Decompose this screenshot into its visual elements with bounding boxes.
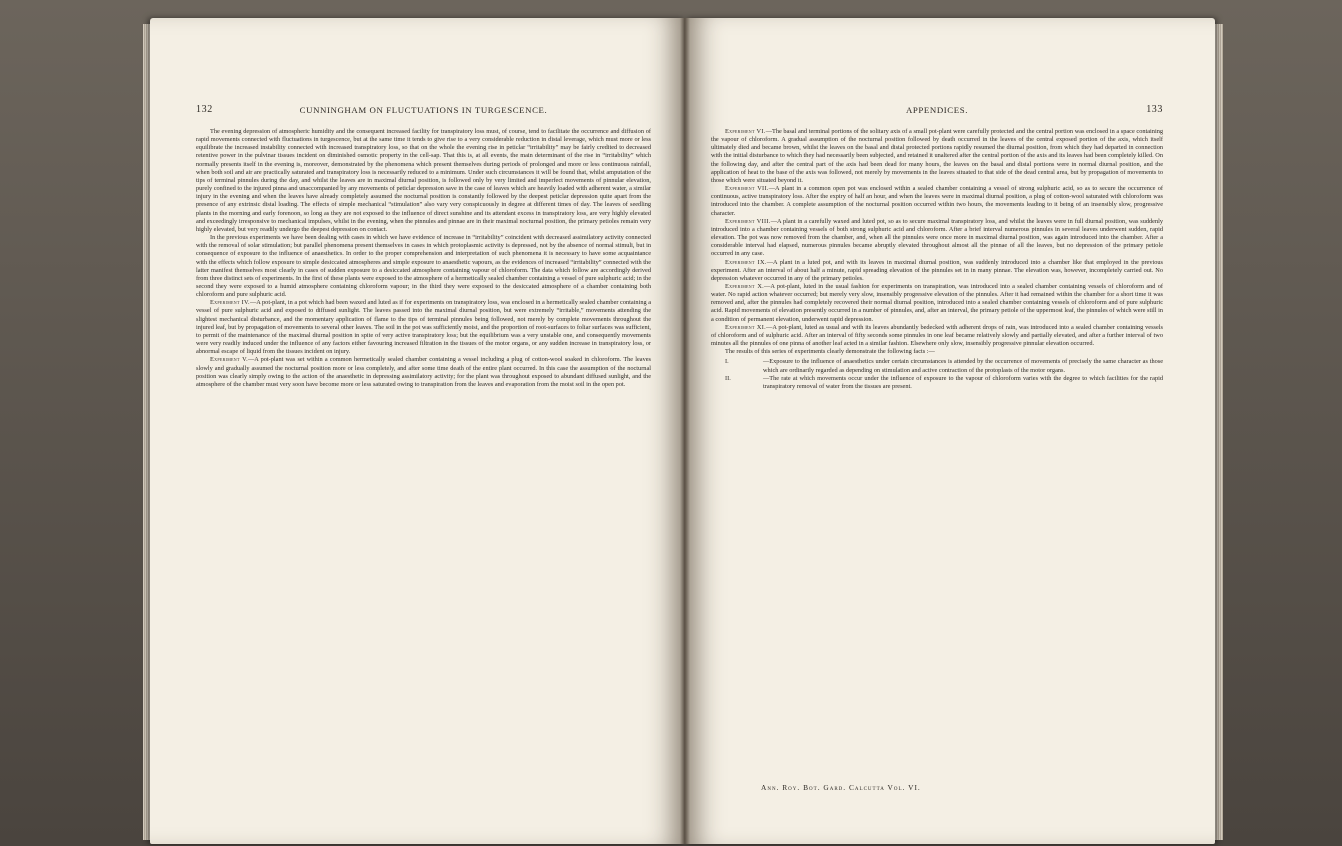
paragraph: In the previous experiments we have been dealing with cases in which we have evidence of increase in “irritability” coincident with decreased assimilatory activity connected with the removal of solar stimulation; but parallel phenomena present themselves in cases in which protoplasmic activity is depressed, not by the absence of normal stimuli, but in consequence of exposure to the influence of anaesthetics. In order to the proper comprehension and interpretation of such phenomena it is necessary to have some acquaintance with the effects which follow exposure to simple desiccated atmospheres and simple exposure to anaesthetic vapours, as the evidences of increased “irritability” connected with the latter manifest themselves most clearly in cases of sudden exposure to a desiccated atmosphere containing vapour of chloroform. The data which follow are accordingly derived from three distinct sets of experiments. In the first of these plants were exposed to the atmosphere of a hermetically sealed chamber containing a vessel of pure sulphuric acid; in the second they were exposed to a humid atmosphere containing chloroform vapour; in the third they were exposed to the desiccated atmosphere of a chamber containing both chloroform and pure sulphuric acid. xyxy=(196,234,651,299)
result-item xyxy=(711,358,1163,374)
experiment-paragraph xyxy=(711,324,1163,348)
experiment-paragraph xyxy=(711,218,1163,259)
experiment-text: —A pot-plant, luted in the usual fashion for experiments on transpiration, was introduced into a sealed chamber containing vessels of chloroform and of water. No rapid action whatever occurred; but merely very slow, insensibly progressive elevation of the pinnules. After it had remained within the chamber for a short time it was removed and, after the pinnules had completely recovered their normal diurnal position, introduced into a sealed chamber containing vessels of chloroform and of pure sulphuric acid. Rapid movements of elevation presently occurred in a number of pinnules, and, after an interval, the primary petiole of the uppermost leaf, the pinnules of which were still in a condition of permanent elevation, underwent rapid depression. xyxy=(711,282,1163,323)
right-page-edges xyxy=(1215,24,1223,840)
results-list xyxy=(711,358,1163,391)
experiment-text: —The basal and terminal portions of the solitary axis of a small pot-plant were carefully protected and the central portion was enclosed in a space containing the vapour of chloroform. A gradual assumption of the nocturnal position followed by death occurred in the leaves of the central exposed portion of the axis, which itself ultimately died and became brown, whilst the leaves on the basal and distal protected portions rapidly resumed the diurnal position, from which they had departed in connection with the initial disturbance to which they had necessarily been subjected, and retained it unaltered after the central portion of the axis and its leaves had been completely killed. On the following day, and after the central part of the axis had been dead for many hours, the leaves on the basal and distal portions were in normal diurnal position, and the application of heat to the base of the axis was followed, not merely by movements in the leaves situated to that side of the dead central area, but by propagation of movements to those which were situated beyond it. xyxy=(711,128,1163,184)
experiment-lead: Experiment VIII. xyxy=(725,217,771,225)
experiment-paragraph xyxy=(196,356,651,389)
result-text: —The rate at which movements occur under the influence of exposure to the vapour of chloroform varies with the degree to which facilities for the rapid transpiratory removal of water from the tissues are present. xyxy=(763,374,1163,390)
experiment-lead: Experiment V. xyxy=(210,356,248,364)
left-page xyxy=(150,18,685,844)
result-item xyxy=(711,375,1163,391)
experiment-paragraph xyxy=(196,299,651,356)
book-gutter xyxy=(680,18,690,844)
right-running-head: APPENDICES. xyxy=(905,105,969,115)
paragraph: The evening depression of atmospheric humidity and the consequent increased facility for transpiratory loss must, of course, tend to facilitate the occurrence and diffusion of rapid movements connected with fluctuations in turgescence, but at the same time it tends to give rise to a very considerable reduction in distal leverage, which must more or less equilibrate the increased instability connected with increased transpiratory loss, so that on the whole the evening rise in peticlar “irritability” may be fairly credited to decreased retentive power in the pulvinar tissues incident on diminished osmotic property in the cell-sap. That this is, at all events, the main determinant of the rise in “irritability” which normally presents itself in the evening is, moreover, demonstrated by the phenomena which present themselves during periods of prolonged and more or less continuous rainfall, when both soil and air are practically saturated and transpiratory loss is necessarily reduced to a minimum. Under such circumstances it will be found that, whilst amputation of the tips of terminal pinnules during the day, and whilst the leaves are in maximal diurnal position, is followed only by very limited and imperfect movements of pinnular elevation, purely confined to the injured pinna and unaccompanied by any movements of peticlar depression save in the case of leaves which are heavily loaded with adherent water, a similar injury in the evening and when the leaves have already completely assumed the nocturnal position is constantly followed by the deepest peticlar depression quite apart from the presence of any extrinsic distal loading. The effects of simple mechanical “stimulation” also vary very conspicuously in degree at different times of day. The leaves of seedling plants in the morning and early forenoon, so long as they are not exposed to the influence of direct sunshine and its attendant excess in transpiratory loss, are very highly elevated and exceedingly irresponsive to mechanical impulses, whilst in the evening, when the pinnules and pinnae are in their maximal nocturnal position, the primary petioles remain very highly elevated, but very readily undergo the deepest depression on contact. xyxy=(196,128,651,233)
left-page-body xyxy=(196,128,651,389)
right-page-number: 133 xyxy=(1146,104,1163,115)
experiment-lead: Experiment XI. xyxy=(725,323,767,331)
left-running-head: CUNNINGHAM ON FLUCTUATIONS IN TURGESCENCE. xyxy=(299,105,548,115)
experiment-lead: Experiment VI. xyxy=(725,128,766,135)
experiment-text: —A plant in a carefully waxed and luted pot, so as to secure maximal transpiratory loss, and whilst the leaves were in full diurnal position, was suddenly introduced into a chamber containing vessels of both strong sulphuric acid and chloroform. After a brief interval numerous pinnules in several leaves underwent sudden, rapid elevation. The pot was now removed from the chamber, and, when all the pinnules were once more in maximal diurnal position, was again introduced into the chamber. After a considerable interval had elapsed, numerous pinnules became abruptly elevated throughout almost all the pinnae of all the leaves, but no depression of the primary petiole occurred in any case. xyxy=(711,217,1163,258)
experiment-lead: Experiment IV. xyxy=(210,299,250,307)
right-page-body xyxy=(711,128,1163,391)
experiment-lead: Experiment X. xyxy=(725,282,765,290)
experiment-text: —A pot-plant, in a pot which had been waxed and luted as if for experiments on transpiratory loss, was enclosed in a hermetically sealed chamber containing a vessel of pure sulphuric acid and exposed to diffused sunlight. The leaves passed into the maximal diurnal position, but were extremely “irritable,” movements attending the slightest mechanical disturbance, and the momentary application of flame to the tips of terminal pinnules being followed, not merely by complete movements throughout the injured leaf, but by propagation of movements to several other leaves. The soil in the pot was sufficiently moist, and the proportion of root-surfaces to foliar surfaces was sufficient, to permit of the maintenance of the maximal diurnal position in spite of very active transpiratory loss; but the equilibrium was a very unstable one, and consequently movements were very readily induced under the influence of any factors either favouring increased filtration in the tissues of the motor organs, or any sudden increase in transpiratory loss, or abnormal escape of liquid from the tissues incident on injury. xyxy=(196,299,652,356)
result-number: I. xyxy=(725,358,729,366)
experiment-lead: Experiment VII. xyxy=(725,185,769,193)
experiment-text: —A pot-plant was set within a common hermetically sealed chamber containing a vessel including a plug of cotton-wool soaked in chloroform. The leaves slowly and gradually assumed the nocturnal position more or less completely, and after some time death of the entire plant occurred. In this case the assumption of the nocturnal position was clearly simply owing to the action of the anaesthetic in depressing assimilatory activity; for the plant was throughout exposed to abundant diffused sunlight, and the atmosphere of the chamber must very soon have become more or less saturated owing to transpiration from the leaves and evaporation from the moist soil in the open pot. xyxy=(196,356,651,388)
left-page-number: 132 xyxy=(196,104,213,115)
experiment-paragraph xyxy=(711,259,1163,283)
right-page xyxy=(685,18,1215,844)
result-text: —Exposure to the influence of anaesthetics under certain circumstances is attended by the occurrence of movements of precisely the same character as those which are ordinarily regarded as depending on stimulation and active contraction of the protoplasts of the motor organs. xyxy=(763,358,1163,374)
experiment-lead: Experiment IX. xyxy=(725,258,767,266)
experiment-text: —A pot-plant, luted as usual and with its leaves abundantly bedecked with adherent drops of rain, was introduced into a sealed chamber containing vessels of chloroform and of sulphuric acid. After an interval of fifty seconds some pinnules in one leaf became relatively slowly and partially elevated, and after a further interval of two minutes all the pinnules of one pinna of another leaf acted in a similar fashion. Elsewhere only slow, insensibly progressive pinnular elevation occurred. xyxy=(711,323,1163,348)
experiment-paragraph xyxy=(711,185,1163,218)
result-number: II. xyxy=(725,374,731,382)
experiment-paragraph xyxy=(711,128,1163,185)
journal-footer: Ann. Roy. Bot. Gard. Calcutta Vol. VI. xyxy=(761,783,921,792)
experiment-paragraph xyxy=(711,283,1163,324)
experiment-text: —A plant in a luted pot, and with its leaves in maximal diurnal position, was suddenly introduced into a chamber like that employed in the previous experiment. After an interval of about half a minute, rapid spreading elevation of the pinnules set in in many pinnae. The elevation was, however, incompletely carried out. No depression whatever occurred in any of the primary petioles. xyxy=(711,258,1164,282)
experiment-text: —A plant in a common open pot was enclosed within a sealed chamber containing a vessel of strong sulphuric acid, so as to secure the occurrence of continuous, active transpiratory loss. After the expiry of half an hour, and when the leaves were in maximal diurnal position, a plug of cotton-wool saturated with chloroform was introduced into the chamber. A complete assumption of the nocturnal position occurred within two hours, the movements leading to it being of an insensibly slow, progressive character. xyxy=(711,185,1164,217)
results-intro: The results of this series of experiments clearly demonstrate the following facts :— xyxy=(725,348,935,356)
